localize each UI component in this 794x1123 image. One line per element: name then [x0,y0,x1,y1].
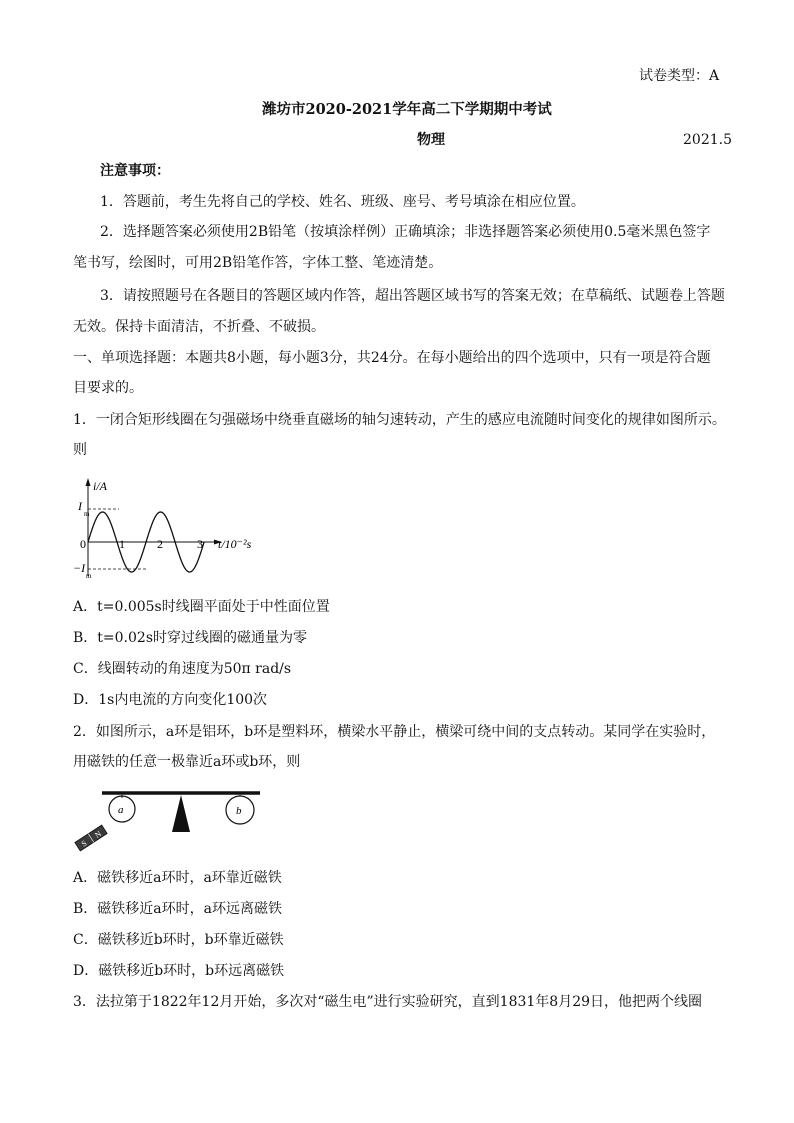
subject-title: 物理 [417,132,445,148]
notice-item: 笔书写，绘图时，可用2B铅笔作答，字体工整、笔迹清楚。 [73,255,443,271]
notice-item: 2．选择题答案必须使用2B铅笔（按填涂样例）正确填涂；非选择题答案必须使用0.5毫米黑色签字 [100,224,711,240]
magnet-pole-s: S [79,838,89,849]
notice-item: 1．答题前，考生先将自己的学校、姓名、班级、座号、考号填涂在相应位置。 [100,194,585,210]
question-2-stem-cont: 用磁铁的任意一极靠近a环或b环，则 [73,754,301,770]
x-axis-label: t/10⁻²s [218,537,252,551]
pos-amplitude-subscript: m [84,510,90,518]
notice-heading: 注意事项： [100,163,170,179]
ring-a-label: a [118,804,124,816]
q1-option-d: D．1s内电流的方向变化100次 [73,692,268,708]
notice-item: 3．请按照题号在各题目的答题区域内作答，超出答题区域书写的答案无效；在草稿纸、试题卷上答题 [100,288,725,304]
ring-b-label: b [236,805,242,817]
neg-amplitude-label: −I [73,561,86,575]
paper-title: 潍坊市2020-2021学年高二下学期期中考试 [262,101,552,118]
q1-option-a: A．t=0.005s时线圈平面处于中性面位置 [73,599,330,615]
section-heading: 一、单项选择题：本题共8小题，每小题3分，共24分。在每小题给出的四个选项中，只有一项是符合题 [73,350,711,366]
question-3-stem: 3．法拉第于1822年12月开始，多次对“磁生电”进行实验研究，直到1831年8月29日，他把两个线圈 [73,994,703,1010]
y-axis-label: i/A [93,479,107,493]
exam-date: 2021.5 [683,132,732,148]
section-heading-cont: 目要求的。 [73,380,143,396]
pos-amplitude-label: I [78,499,82,513]
q1-option-b: B．t=0.02s时穿过线圈的磁通量为零 [73,630,308,646]
q2-option-d: D．磁铁移近b环时，b环远离磁铁 [73,963,285,979]
magnet-pole-n: N [93,829,104,840]
question-1-stem-cont: 则 [73,442,87,458]
x-tick-label: 2 [157,537,163,551]
question-1-stem: 1．一闭合矩形线圈在匀强磁场中绕垂直磁场的轴匀速转动，产生的感应电流随时间变化的规律如图所示。 [73,412,726,428]
y-axis-arrow [86,478,91,486]
q2-option-a: A．磁铁移近a环时，a环靠近磁铁 [73,870,282,886]
bar-magnet [75,825,108,851]
neg-amplitude-subscript: m [86,572,92,580]
question-2-stem: 2．如图所示，a环是铝环，b环是塑料环，横梁水平静止，横梁可绕中间的支点转动。某同学在实验时， [73,724,716,740]
paper-type: 试卷类型：A [639,68,720,84]
notice-item: 无效。保持卡面清洁，不折叠、不破损。 [73,319,325,335]
pivot-support [172,795,190,832]
x-tick-label: 1 [119,537,125,551]
q1-option-c: C．线圈转动的角速度为50π rad/s [73,661,292,677]
origin-label: 0 [80,537,86,551]
q2-option-b: B．磁铁移近a环时，a环远离磁铁 [73,901,282,917]
q2-option-c: C．磁铁移近b环时，b环靠近磁铁 [73,932,284,948]
x-tick-label: 3 [197,537,203,551]
